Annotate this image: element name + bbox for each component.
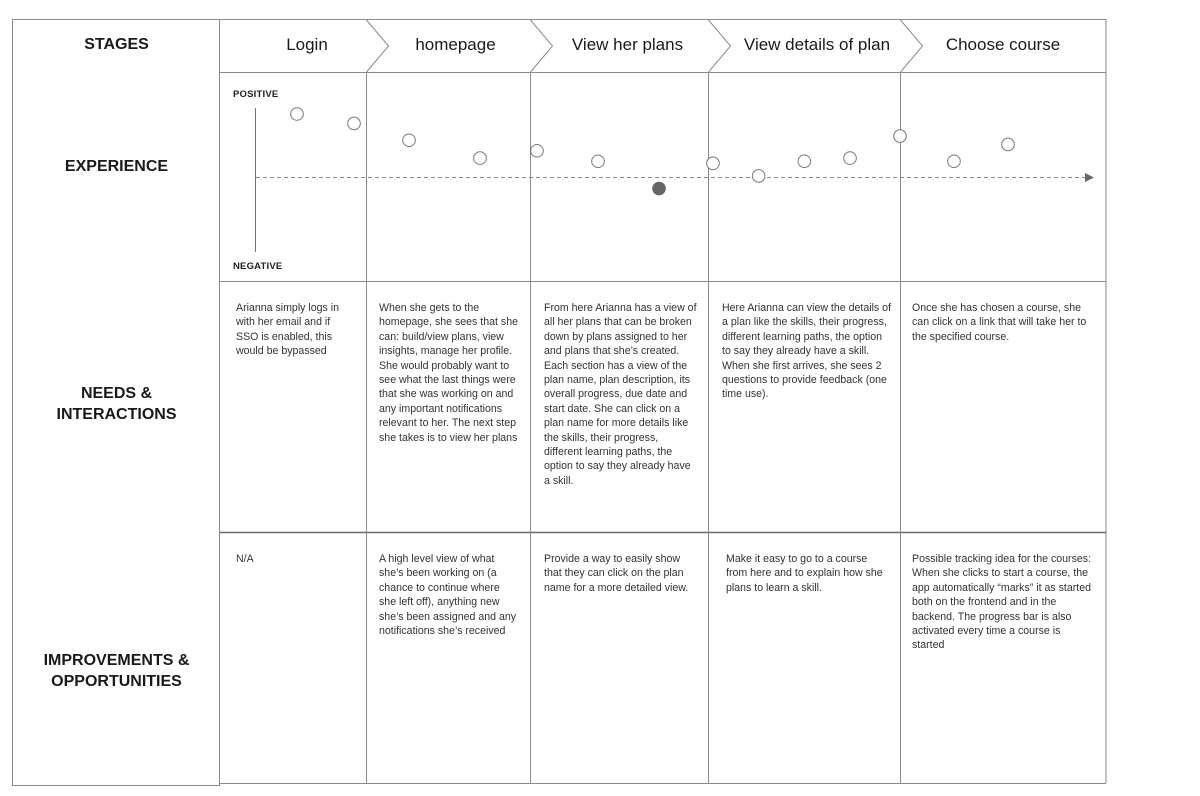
improvements-cell-login: N/A <box>236 553 254 565</box>
experience-point-4 <box>474 152 487 165</box>
experience-point-9 <box>752 170 765 183</box>
experience-point-2 <box>348 117 361 130</box>
experience-point-13 <box>948 155 961 168</box>
stage-label-choose-course: Choose course <box>945 35 1061 54</box>
experience-point-5 <box>531 144 544 157</box>
experience-positive-label: POSITIVE <box>233 89 279 100</box>
experience-baseline-arrowhead <box>1085 173 1094 182</box>
experience-point-12 <box>894 130 907 143</box>
experience-point-1 <box>291 108 304 121</box>
row-header-experience: EXPERIENCE <box>64 158 169 175</box>
improvements-cell-view-details-of-plan: Make it easy to go to a course from here and to explain how she plans to learn a skill. <box>726 553 883 594</box>
row-header-stages: STAGES <box>84 36 149 53</box>
needs-cell-choose-course: Once she has chosen a course, she can click on a link that will take her to the specified course. <box>912 302 1087 343</box>
experience-point-7 <box>653 182 666 195</box>
stage-label-view-her-plans: View her plans <box>571 35 684 54</box>
experience-point-3 <box>403 134 416 147</box>
stage-label-homepage: homepage <box>415 35 496 54</box>
improvements-cell-choose-course: Possible tracking idea for the courses: When she clicks to start a course, the app automatically “marks” it as started both on the frontend and in the backend. The progress bar is also activated every time a course is started <box>912 553 1092 652</box>
needs-cell-view-details-of-plan: Here Arianna can view the details of a plan like the skills, their progress, different learning paths, the option to say they already have a skill. When she first arrives, she sees 2 questions to provide feedback (one time use). <box>722 302 892 401</box>
improvements-cell-homepage: A high level view of what she’s been working on (a chance to continue where she left off), anything new she’s been assigned and any notifications she’s received <box>379 553 517 638</box>
row-header-improvements: IMPROVEMENTS & OPPORTUNITIES <box>43 652 190 690</box>
experience-point-6 <box>592 155 605 168</box>
stage-label-view-details-of-plan: View details of plan <box>743 35 891 54</box>
improvements-cell-view-her-plans: Provide a way to easily show that they can click on the plan name for a more detailed view. <box>544 553 689 594</box>
experience-negative-label: NEGATIVE <box>233 261 283 272</box>
experience-point-10 <box>798 155 811 168</box>
row-header-needs: NEEDS & INTERACTIONS <box>56 385 177 423</box>
stage-label-login: Login <box>286 35 328 54</box>
needs-cell-login: Arianna simply logs in with her email and if SSO is enabled, this would be bypassed <box>236 302 340 358</box>
experience-point-11 <box>844 152 857 165</box>
experience-point-14 <box>1002 138 1015 151</box>
experience-point-8 <box>707 157 720 170</box>
needs-cell-view-her-plans: From here Arianna has a view of all her plans that can be broken down by plans assigned to her and plans that she’s created. Each section has a view of the plan name, plan description, its overall progress, due date and start date. She can click on a plan name for more details like the skills, their progress, different learning paths, the option to say they already have a skill. <box>544 302 697 487</box>
needs-cell-homepage: When she gets to the homepage, she sees that she can: build/view plans, view insights, manage her profile. She would probably want to see what the last things were that she was working on and any important notifications relevant to her. The next step she takes is to view her plans <box>379 302 518 444</box>
